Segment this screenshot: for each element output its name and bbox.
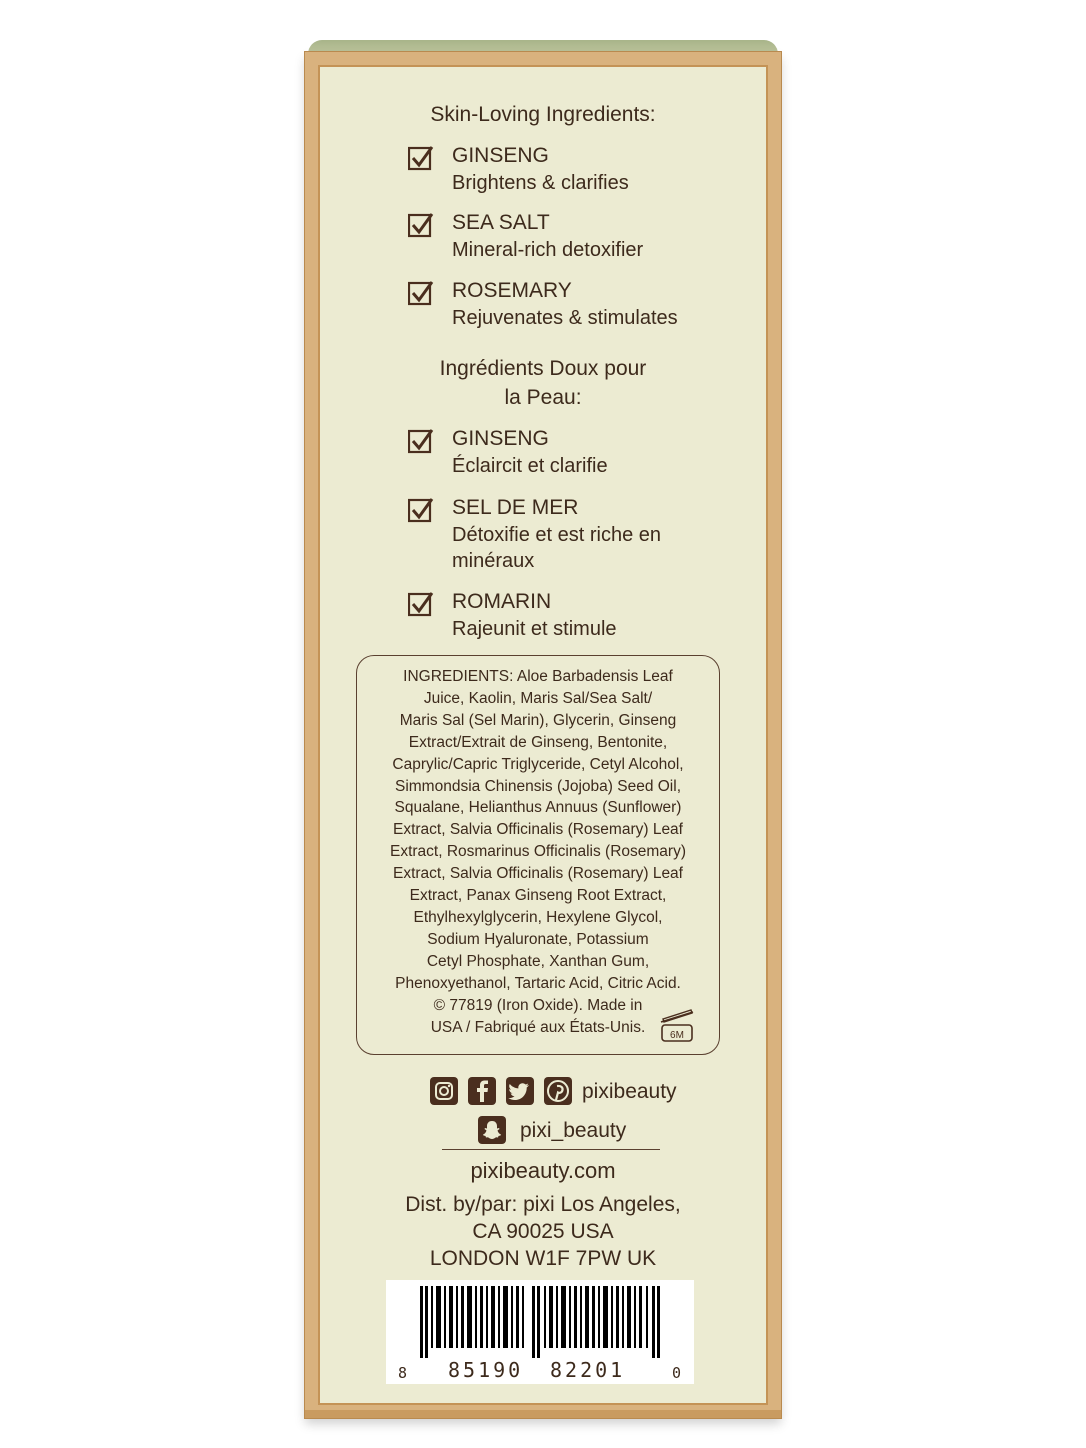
ingredient-desc: Mineral-rich detoxifier xyxy=(452,239,644,261)
ingredients-line: Extract, Salvia Officinalis (Rosemary) Leaf xyxy=(392,865,683,883)
pao-label: 6M xyxy=(670,1030,684,1041)
barcode-bars xyxy=(420,1286,660,1358)
snapchat-icon[interactable] xyxy=(478,1116,506,1144)
ingredient-desc: Brightens & clarifies xyxy=(452,172,629,194)
ingredient-title: SEA SALT xyxy=(452,211,550,234)
ingredient-desc: Rajeunit et stimule xyxy=(452,618,617,640)
product-box-panel xyxy=(305,52,781,1418)
checkbox-icon xyxy=(408,428,434,454)
heading-french-line1: Ingrédients Doux pour xyxy=(439,357,647,380)
ingredients-line: Phenoxyethanol, Tartaric Acid, Citric Acid. xyxy=(395,974,681,992)
website-link[interactable]: pixibeauty.com xyxy=(470,1158,616,1183)
ingredients-line: Extract, Salvia Officinalis (Rosemary) Leaf xyxy=(392,821,683,839)
checkbox-icon xyxy=(408,280,434,306)
barcode-digit-last: 0 xyxy=(672,1364,685,1382)
checkbox-icon xyxy=(408,145,434,171)
twitter-icon[interactable] xyxy=(506,1077,534,1105)
heading-french-line2: la Peau: xyxy=(504,386,582,409)
barcode-digits-right: 82201 xyxy=(550,1358,626,1382)
heading-english: Skin-Loving Ingredients: xyxy=(430,103,656,126)
ingredient-title: SEL DE MER xyxy=(452,496,579,519)
ingredients-line: Squalane, Helianthus Annuus (Sunflower) xyxy=(394,799,682,817)
barcode-digit-first: 8 xyxy=(398,1364,411,1382)
ingredients-list-box xyxy=(356,655,720,1055)
ingredients-line: Sodium Hyaluronate, Potassium xyxy=(427,930,649,948)
ingredient-title: GINSENG xyxy=(452,427,549,450)
snapchat-handle[interactable]: pixi_beauty xyxy=(520,1119,627,1142)
ingredient-title: ROSEMARY xyxy=(452,279,572,302)
facebook-icon[interactable] xyxy=(468,1077,496,1105)
barcode-digits-left: 85190 xyxy=(448,1358,524,1382)
ingredients-line: Extract/Extrait de Ginseng, Bentonite, xyxy=(408,733,668,751)
distributor-line: CA 90025 USA xyxy=(472,1220,614,1243)
ingredient-desc: Rejuvenates & stimulates xyxy=(452,307,678,329)
ingredients-line: Ethylhexylglycerin, Hexylene Glycol, xyxy=(413,908,663,926)
pinterest-icon[interactable] xyxy=(544,1077,572,1105)
ingredients-line: Cetyl Phosphate, Xanthan Gum, xyxy=(426,952,650,970)
ingredients-line: © 77819 (Iron Oxide). Made in xyxy=(433,996,643,1014)
ingredients-line: USA / Fabriqué aux États-Unis. xyxy=(430,1018,646,1036)
distributor-line: LONDON W1F 7PW UK xyxy=(429,1247,657,1270)
barcode xyxy=(386,1280,694,1384)
pao-jar-icon xyxy=(657,1008,697,1044)
social-handle[interactable]: pixibeauty xyxy=(582,1080,677,1103)
checkbox-icon xyxy=(408,591,434,617)
ingredients-line: Maris Sal (Sel Marin), Glycerin, Ginseng xyxy=(399,711,677,729)
ingredients-line: Simmondsia Chinensis (Jojoba) Seed Oil, xyxy=(394,777,682,795)
divider xyxy=(442,1149,660,1150)
ingredients-line: Juice, Kaolin, Maris Sal/Sea Salt/ xyxy=(423,689,653,707)
ingredient-desc: Éclaircit et clarifie xyxy=(452,455,608,477)
ingredients-line: INGREDIENTS: Aloe Barbadensis Leaf xyxy=(403,668,673,685)
ingredients-line: Caprylic/Capric Triglyceride, Cetyl Alcohol, xyxy=(392,755,684,773)
ingredients-line: Extract, Panax Ginseng Root Extract, xyxy=(409,887,667,905)
checkbox-icon xyxy=(408,497,434,523)
ingredient-title: GINSENG xyxy=(452,144,549,167)
distributor-line: Dist. by/par: pixi Los Angeles, xyxy=(405,1193,681,1216)
checkbox-icon xyxy=(408,212,434,238)
ingredients-line: Extract, Rosmarinus Officinalis (Rosemary) xyxy=(389,843,686,861)
instagram-icon[interactable] xyxy=(430,1077,458,1105)
ingredient-desc: Détoxifie et est riche en minéraux xyxy=(452,524,661,572)
ingredient-title: ROMARIN xyxy=(452,590,552,613)
